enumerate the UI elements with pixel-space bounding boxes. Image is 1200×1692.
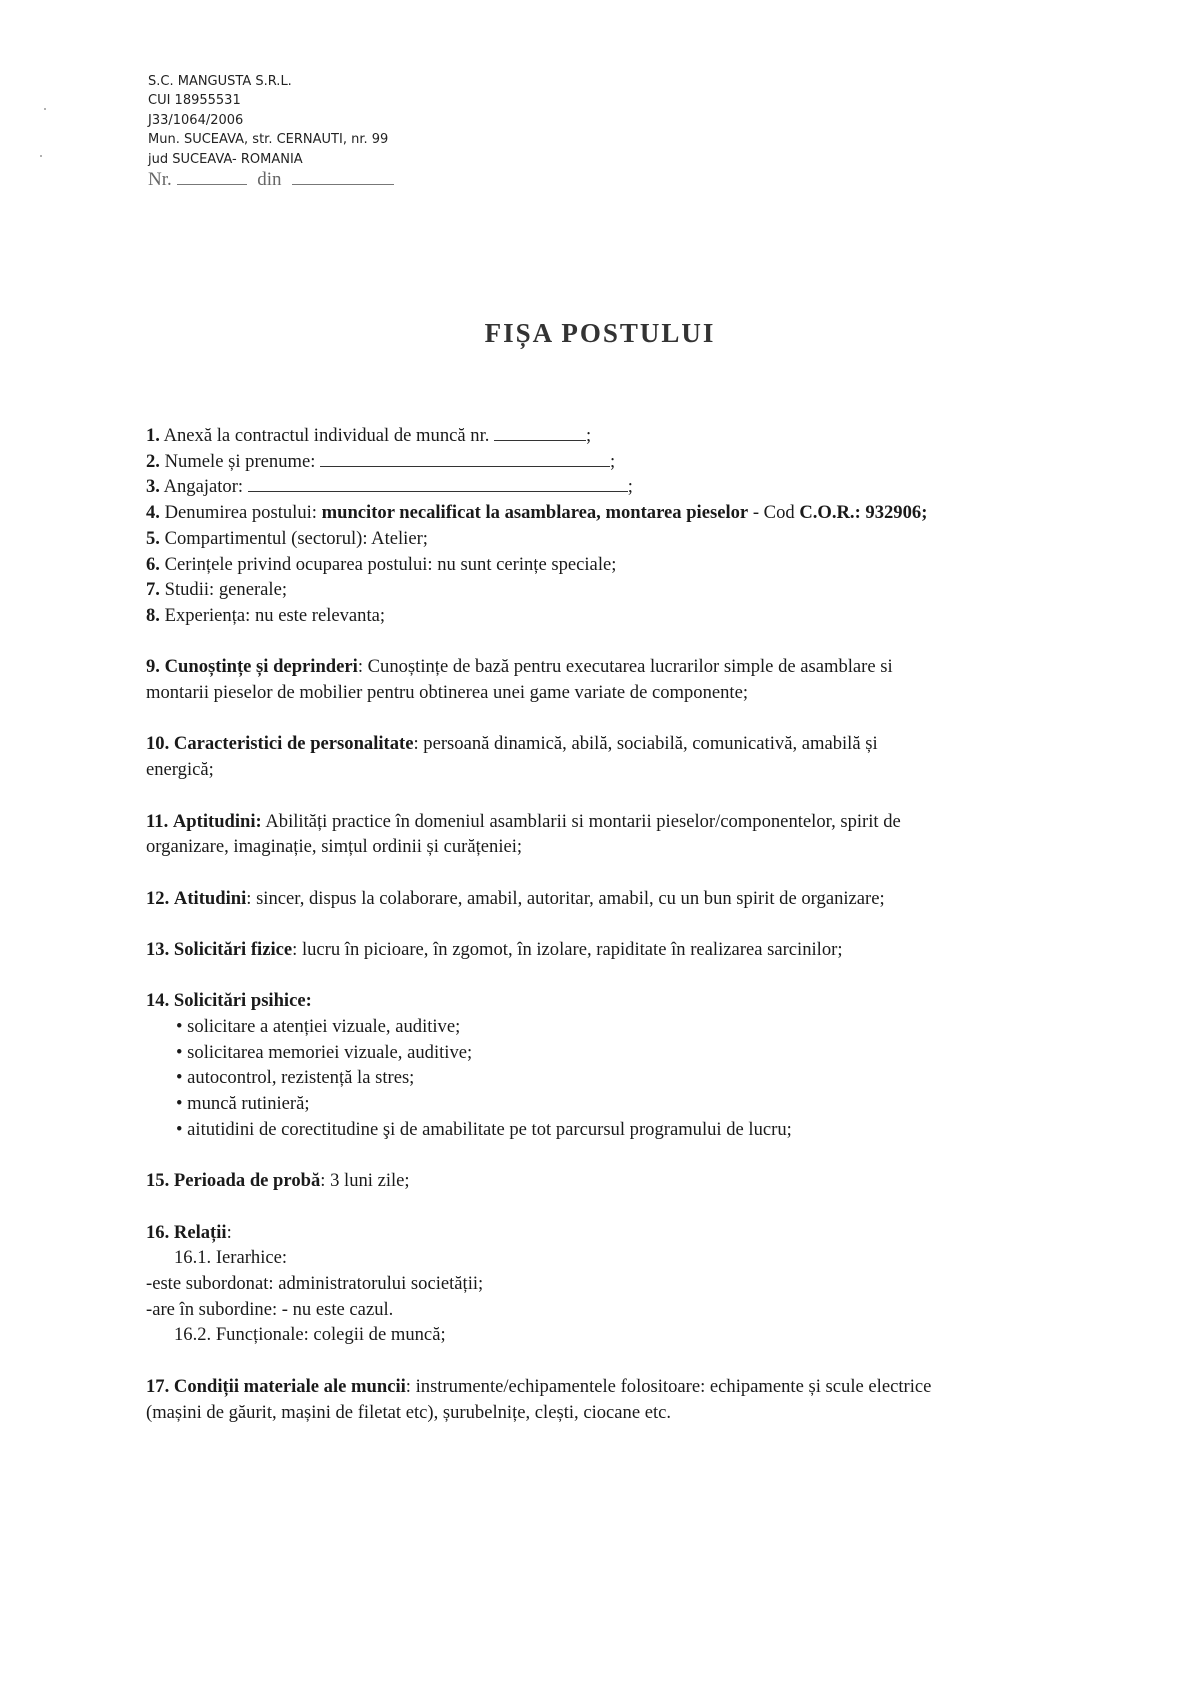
company-cui: CUI 18955531 <box>148 93 241 109</box>
list-item: • aitutidini de corectitudine şi de amabilitate pe tot parcursul programului de lucru; <box>176 1118 792 1140</box>
document-number-line <box>148 170 394 189</box>
scan-speck <box>40 155 42 157</box>
item-4: 4. Denumirea postului: muncitor necalificat la asamblarea, montarea pieselor - Cod C.O.R.: 932906; <box>146 502 928 524</box>
item-7: 7. Studii: generale; <box>146 579 287 601</box>
company-name: S.C. MANGUSTA S.R.L. <box>148 74 292 89</box>
item-10: 10. Caracteristici de personalitate: persoană dinamică, abilă, sociabilă, comunicativă, amabilă și energică; <box>146 733 878 781</box>
list-item: • autocontrol, rezistență la stres; <box>176 1067 415 1089</box>
item-1: 1. Anexă la contractul individual de muncă nr. ; <box>146 425 592 446</box>
list-item: • solicitare a atenției vizuale, auditive; <box>176 1016 461 1038</box>
item-3: 3. Angajator: ; <box>146 476 633 498</box>
item-2: 2. Numele și prenume: ; <box>146 450 616 472</box>
item-8: 8. Experiența: nu este relevanta; <box>146 604 386 626</box>
item-14: 14. Solicitări psihice: • solicitare a atenției vizuale, auditive; • solicitarea memoriei vizuale, auditive; • autocontrol, rezistență la stres; • muncă rutinieră; • aitutidini de corectitudine şi de amabilitate pe tot parcursul programului de lucru; <box>146 988 1126 1142</box>
date-blank-field[interactable] <box>292 183 394 185</box>
item-12: 12. Atitudini: sincer, dispus la colaborare, amabil, autoritar, amabil, cu un bun spirit de organizare; <box>146 887 885 909</box>
company-header <box>148 72 394 189</box>
list-item: • muncă rutinieră; <box>176 1093 310 1115</box>
item-5: 5. Compartimentul (sectorul): Atelier; <box>146 527 428 549</box>
item-16: 16. Relații: 16.1. Ierarhice: -este subordonat: administratorului societății; -are în subordine: - nu este cazul. 16.2. Funcționale: colegii de muncă; <box>146 1221 484 1346</box>
employer-field[interactable] <box>248 490 628 492</box>
item-9: 9. Cunoștințe și deprinderi: Cunoștințe de bază pentru executarea lucrarilor simple de asamblare si montarii pieselor de mobilier pentru obtinerea unei game variate de componente; <box>146 656 893 704</box>
document-title: FIȘA POSTULUI <box>484 318 716 348</box>
nr-label: Nr. <box>148 169 172 191</box>
company-county: jud SUCEAVA- ROMANIA <box>148 151 303 167</box>
nr-blank-field[interactable] <box>177 183 247 185</box>
company-address: Mun. SUCEAVA, str. CERNAUTI, nr. 99 <box>148 132 389 148</box>
item-15: 15. Perioada de probă: 3 luni zile; <box>146 1170 410 1192</box>
item-17: 17. Condiții materiale ale muncii: instrumente/echipamentele folositoare: echipamente și scule electrice (mașini de găurit, mașini de filetat etc), șurubelnițe, clești, ciocane etc. <box>146 1375 932 1423</box>
contract-number-field[interactable] <box>494 439 586 441</box>
name-field[interactable] <box>320 465 610 467</box>
document-body <box>146 423 1126 1425</box>
company-registration: J33/1064/2006 <box>148 112 244 128</box>
item-11: 11. Aptitudini: Abilități practice în domeniul asamblarii si montarii pieselor/componentelor, spirit de organizare, imaginație, simțul ordinii și curățeniei; <box>146 810 901 858</box>
list-item: • solicitarea memoriei vizuale, auditive; <box>176 1041 473 1063</box>
din-label: din <box>257 169 282 191</box>
item-6: 6. Cerințele privind ocuparea postului: nu sunt cerințe speciale; <box>146 553 617 575</box>
scan-speck <box>44 108 46 110</box>
item-13: 13. Solicitări fizice: lucru în picioare, în zgomot, în izolare, rapiditate în realizarea sarcinilor; <box>146 938 843 960</box>
